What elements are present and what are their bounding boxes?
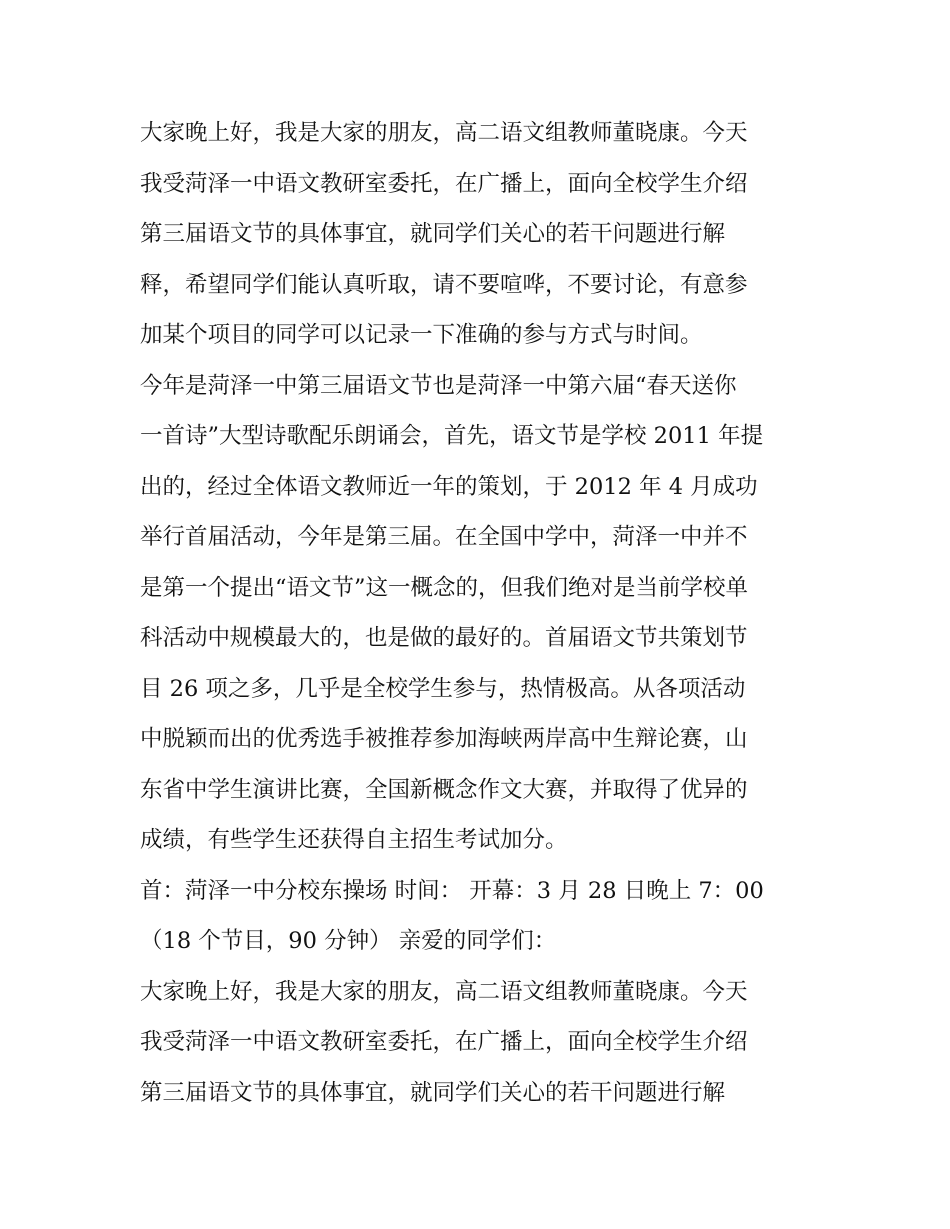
text-line: （18 个节目，90 分钟） 亲爱的同学们：	[140, 928, 557, 954]
text-line: 释，希望同学们能认真听取，请不要喧哗，不要讨论，有意参	[140, 271, 748, 298]
text-line: 是第一个提出“语文节”这一概念的，但我们绝对是当前学校单	[140, 574, 749, 601]
text-line: 我受菏泽一中语文教研室委托，在广播上，面向全校学生介绍	[140, 1029, 748, 1055]
text-line: 中脱颖而出的优秀选手被推荐参加海峡两岸高中生辩论赛，山	[140, 726, 748, 752]
text-line: 第三届语文节的具体事宜，就同学们关心的若干问题进行解	[140, 221, 726, 247]
text-line: 东省中学生演讲比赛，全国新概念作文大赛，并取得了优异的	[140, 776, 748, 803]
text-line: 一首诗”大型诗歌配乐朗诵会，首先，语文节是学校 2011 年提	[140, 423, 764, 449]
text-line: 目 26 项之多，几乎是全校学生参与，热情极高。从各项活动	[140, 675, 746, 702]
text-line: 成绩，有些学生还获得自主招生考试加分。	[140, 827, 568, 853]
text-line: 大家晚上好，我是大家的朋友，高二语文组教师董晓康。今天	[140, 978, 748, 1005]
document-body	[140, 108, 820, 1118]
text-line: 加某个项目的同学可以记录一下准确的参与方式与时间。	[140, 322, 703, 348]
text-line: 今年是菏泽一中第三届语文节也是菏泽一中第六届“春天送你	[140, 372, 737, 399]
text-line: 大家晚上好，我是大家的朋友，高二语文组教师董晓康。今天	[140, 120, 748, 146]
text-line: 第三届语文节的具体事宜，就同学们关心的若干问题进行解	[140, 1079, 726, 1106]
text-line: 我受菏泽一中语文教研室委托，在广播上，面向全校学生介绍	[140, 170, 748, 197]
text-line: 举行首届活动，今年是第三届。在全国中学中，菏泽一中并不	[140, 524, 748, 550]
text-line: 首：菏泽一中分校东操场 时间： 开幕：3 月 28 日晚上 7：00	[140, 877, 764, 904]
text-line: 科活动中规模最大的，也是做的最好的。首届语文节共策划节	[140, 625, 748, 651]
text-line: 出的，经过全体语文教师近一年的策划，于 2012 年 4 月成功	[140, 473, 758, 500]
